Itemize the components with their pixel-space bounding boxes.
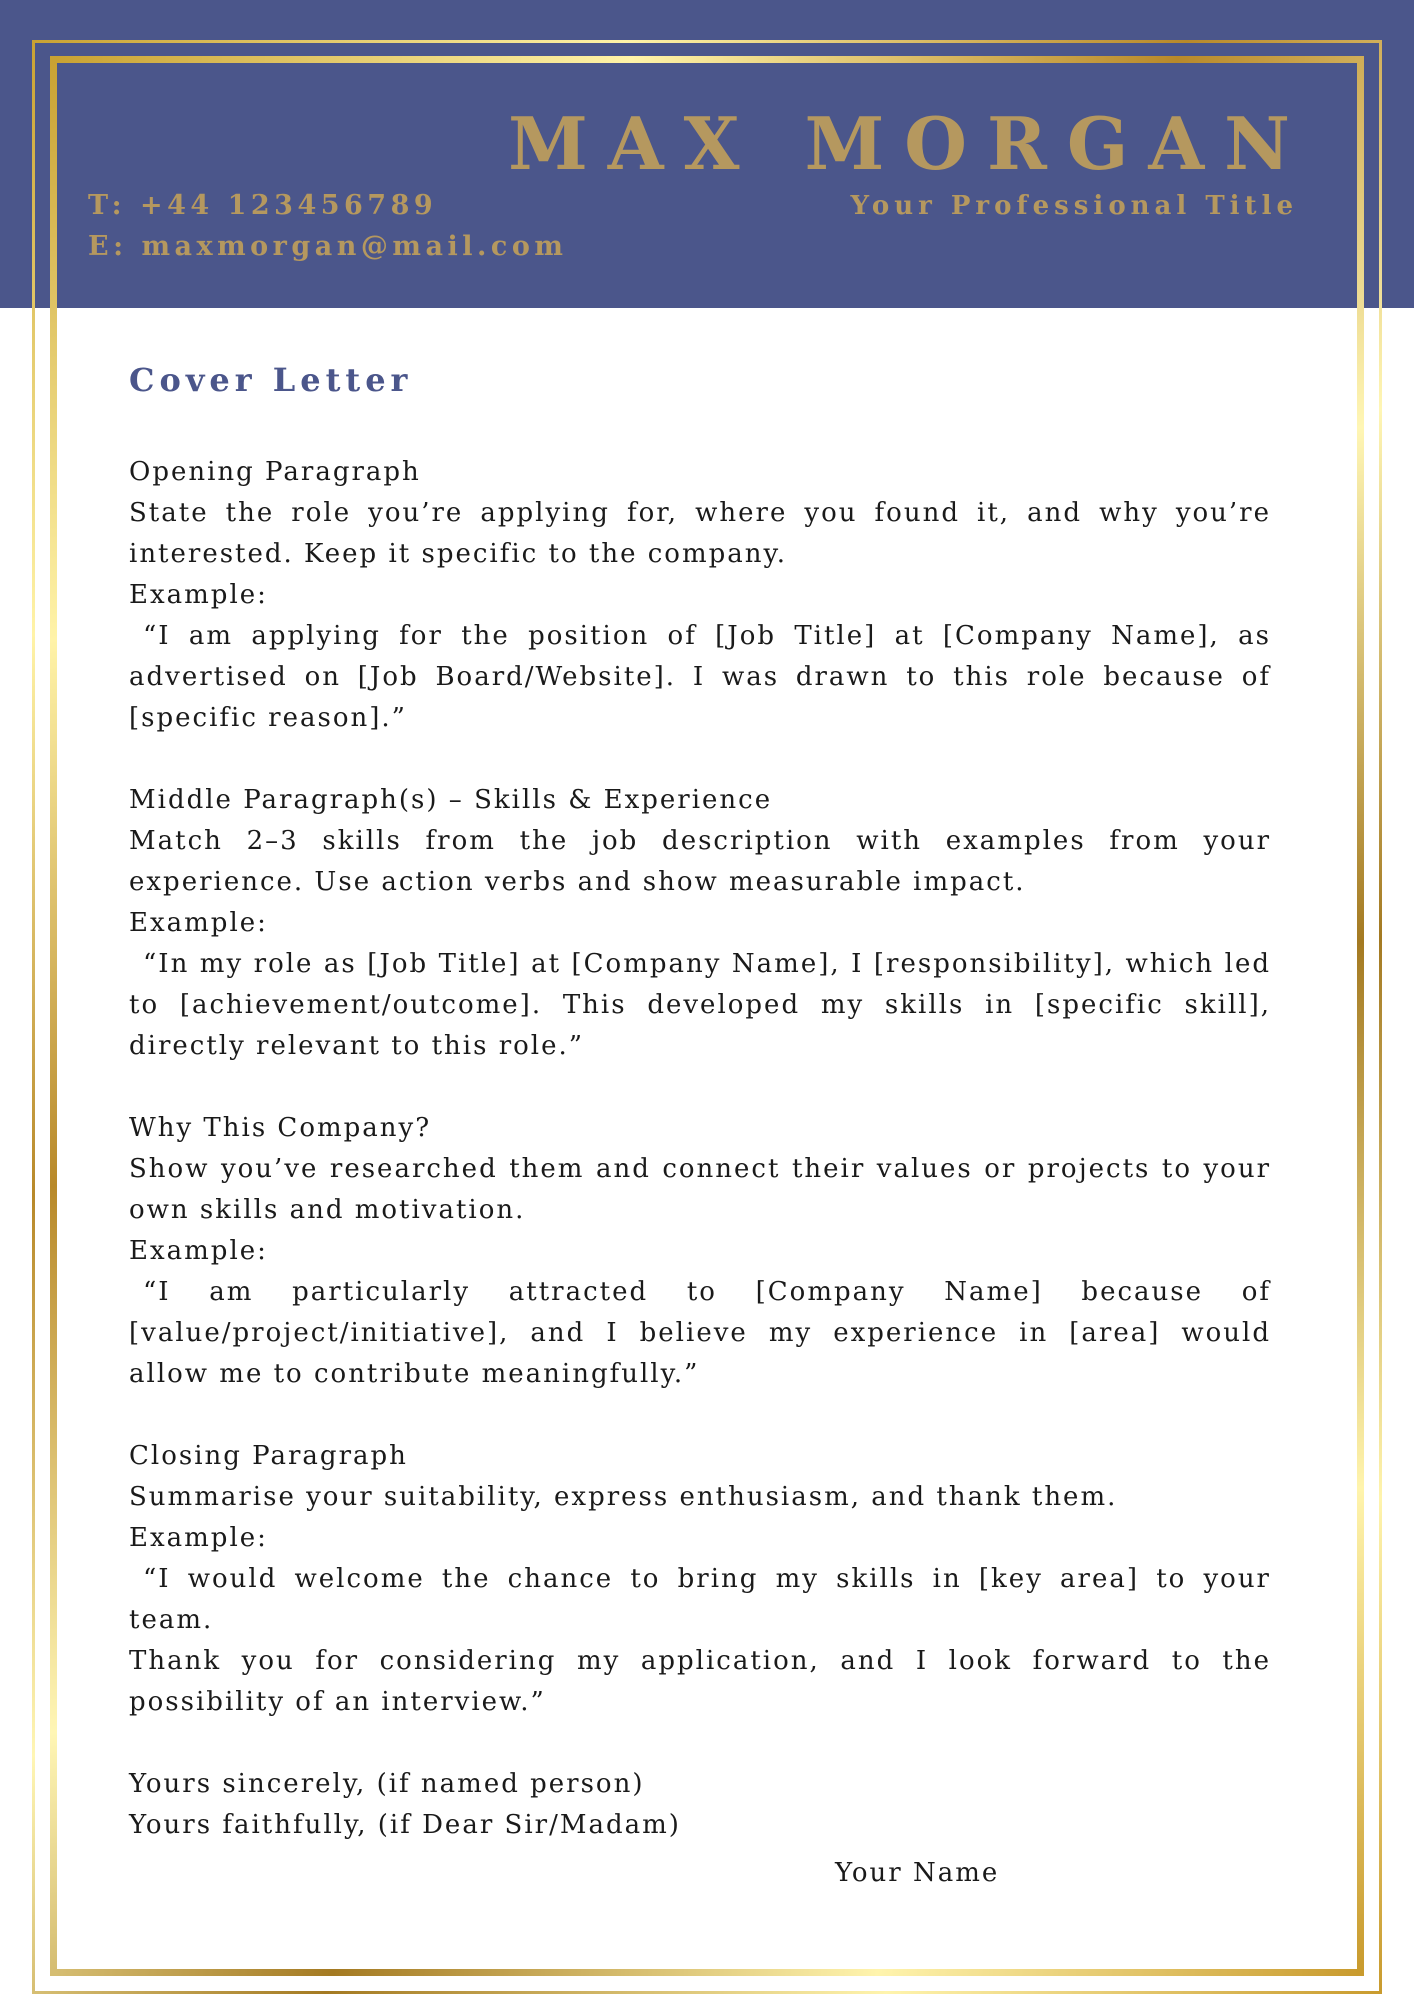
- section-closing: [129, 1436, 1271, 1723]
- example-label: Example:: [129, 1523, 268, 1553]
- signature-name: Your Name: [835, 1858, 1000, 1888]
- sign-off-faithfully: Yours faithfully, (if Dear Sir/Madam): [129, 1810, 681, 1840]
- example-label: Example:: [129, 908, 268, 938]
- section-body: Summarise your suitability, express enthusiasm, and thank them.: [129, 1482, 1118, 1512]
- example-text: “In my role as [Job Title] at [Company Name], I [responsibility], which led to [achievement/outcome]. This developed my skills in [specific skill], directly relevant to this role.”: [129, 949, 1271, 1061]
- section-body: Show you’ve researched them and connect their values or projects to your own skills and motivation.: [129, 1154, 1271, 1225]
- section-body: State the role you’re applying for, where you found it, and why you’re interested. Keep it specific to the company.: [129, 498, 1271, 569]
- contact-details: [88, 185, 567, 267]
- example-text: “I am applying for the position of [Job Title] at [Company Name], as advertised on [Job Board/Website]. I was drawn to this role because of [specific reason].”: [129, 621, 1271, 733]
- section-heading: Opening Paragraph: [129, 457, 421, 487]
- candidate-name: MAX MORGAN: [508, 101, 1310, 186]
- section-heading: Middle Paragraph(s) – Skills & Experience: [129, 785, 773, 815]
- example-label: Example:: [129, 1236, 268, 1266]
- section-middle: [129, 780, 1271, 1067]
- section-heading: Closing Paragraph: [129, 1441, 408, 1471]
- example-text: “I am particularly attracted to [Company Name] because of [value/project/initiative], and I believe my experience in [area] would allow me to contribute meaningfully.”: [129, 1277, 1271, 1389]
- example-text-continued: Thank you for considering my application, and I look forward to the possibility of an interview.”: [129, 1646, 1271, 1717]
- section-heading: Why This Company?: [129, 1113, 432, 1143]
- section-body: Match 2–3 skills from the job description with examples from your experience. Use action verbs and show measurable impact.: [129, 826, 1271, 897]
- sign-off: [129, 1764, 1271, 1846]
- document-title: Cover Letter: [129, 361, 413, 399]
- example-label: Example:: [129, 580, 268, 610]
- example-text: “I would welcome the chance to bring my skills in [key area] to your team.: [129, 1564, 1271, 1635]
- letter-body: [129, 452, 1271, 1846]
- sign-off-sincerely: Yours sincerely, (if named person): [129, 1769, 645, 1799]
- phone-number: T: +44 123456789: [88, 190, 438, 221]
- section-why-company: [129, 1108, 1271, 1395]
- email-address: E: maxmorgan@mail.com: [88, 231, 568, 262]
- section-opening: [129, 452, 1271, 739]
- professional-title: Your Professional Title: [850, 191, 1298, 221]
